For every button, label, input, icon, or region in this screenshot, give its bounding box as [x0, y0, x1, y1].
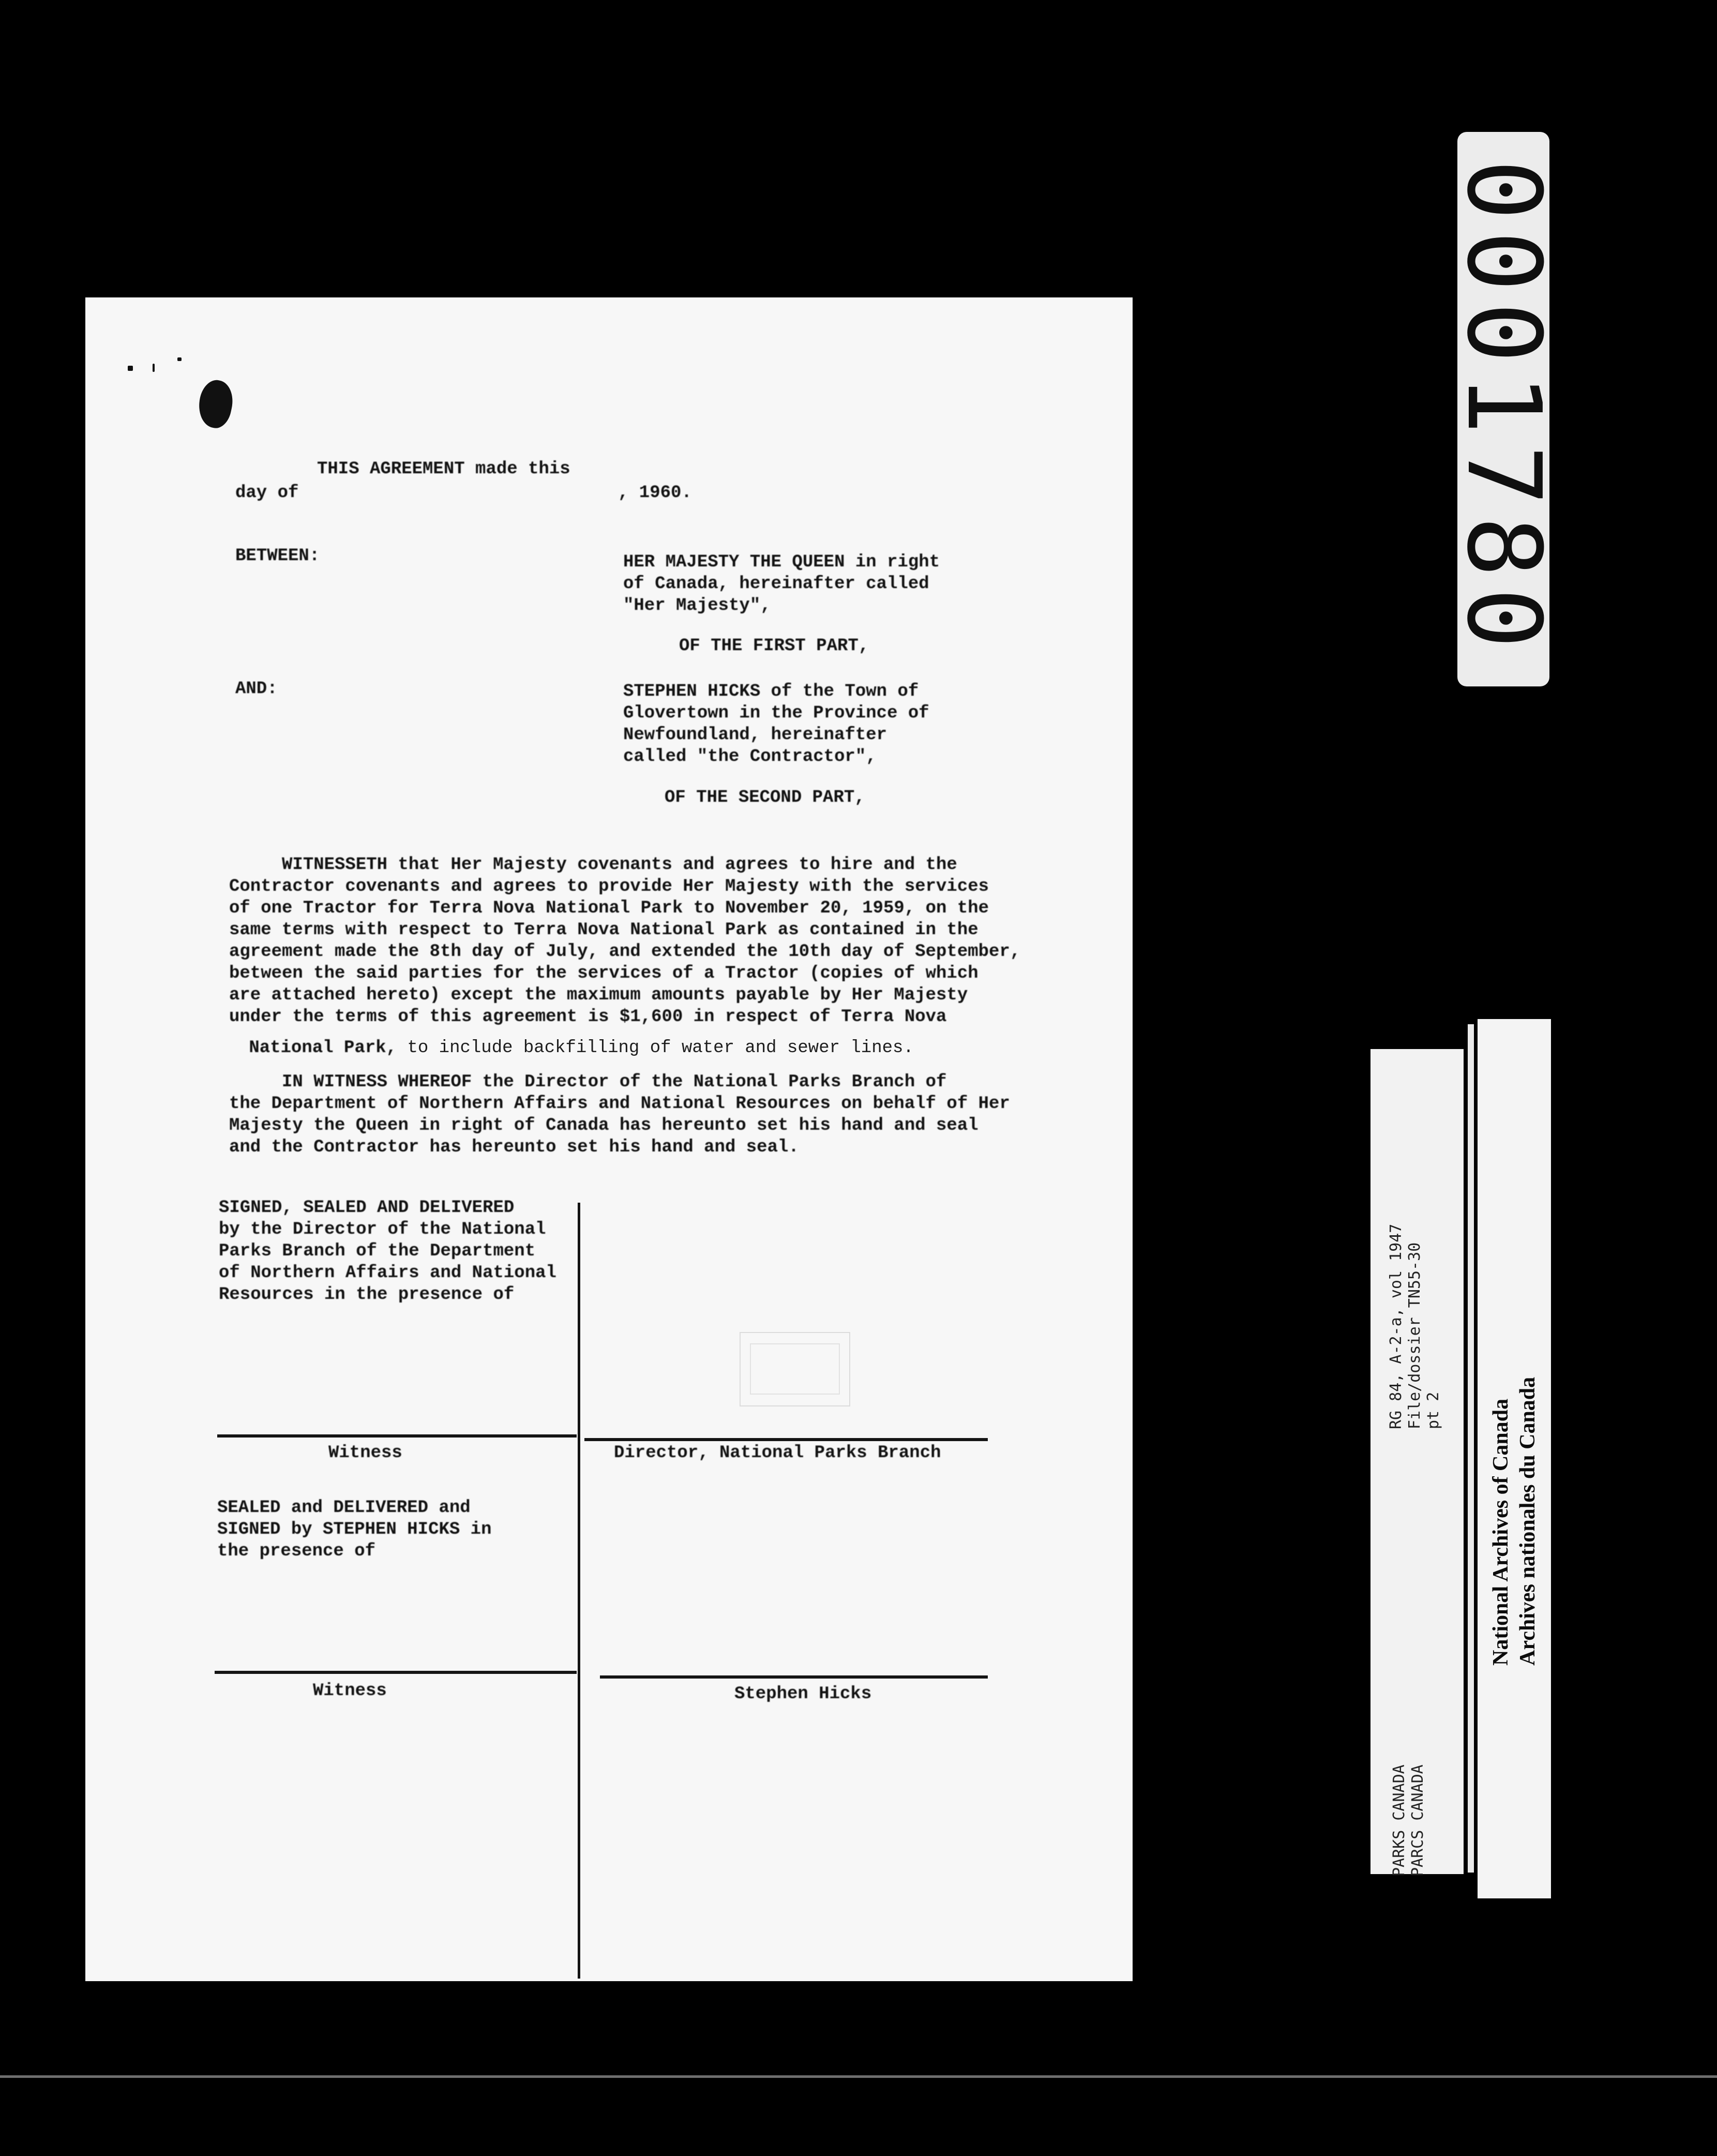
- archive-reference-line: pt 2: [1424, 1391, 1442, 1429]
- witnesseth-line: of one Tractor for Terra Nova National Park to November 20, 1959, on the: [229, 899, 989, 918]
- witnesseth-last-line: [229, 1027, 914, 1069]
- institution-name: National Archives of Canada: [1489, 1398, 1513, 1666]
- film-edge-line: [0, 2075, 1717, 2078]
- witness-label: Witness: [313, 1681, 387, 1701]
- witness-signature-line: [215, 1671, 577, 1674]
- witness-signature-line: [217, 1434, 577, 1438]
- ink-speck: [128, 366, 133, 371]
- second-party-line: called "the Contractor",: [623, 747, 877, 767]
- opening-year: , 1960.: [618, 483, 692, 503]
- witnesseth-last-text: National Park,: [249, 1038, 397, 1058]
- director-signature-line: [584, 1438, 988, 1441]
- agency-name: PARCS CANADA: [1409, 1764, 1427, 1877]
- archive-label-reference-panel: [1370, 1049, 1464, 1877]
- first-party-line: HER MAJESTY THE QUEEN in right: [623, 552, 940, 572]
- in-witness-line: Majesty the Queen in right of Canada has hereunto set his hand and seal: [229, 1116, 978, 1135]
- second-party-line: Glovertown in the Province of: [623, 703, 929, 723]
- sealed-block-line: SEALED and DELIVERED and: [217, 1498, 471, 1518]
- witnesseth-line: are attached hereto) except the maximum amounts payable by Her Majesty: [229, 985, 968, 1005]
- in-witness-line: IN WITNESS WHEREOF the Director of the National Parks Branch of: [229, 1072, 947, 1092]
- signed-block-line: Resources in the presence of: [219, 1285, 515, 1305]
- faint-stamp: [740, 1332, 850, 1406]
- in-witness-line: the Department of Northern Affairs and National Resources on behalf of Her: [229, 1094, 1010, 1114]
- signed-block-line: of Northern Affairs and National: [219, 1263, 556, 1283]
- second-party-line: STEPHEN HICKS of the Town of: [623, 682, 919, 701]
- witnesseth-line: agreement made the 8th day of July, and extended the 10th day of September,: [229, 942, 1021, 962]
- witness-label: Witness: [328, 1443, 402, 1463]
- in-witness-line: and the Contractor has hereunto set his hand and seal.: [229, 1137, 799, 1157]
- ink-blot: [194, 377, 237, 430]
- ink-speck: [177, 357, 182, 361]
- label-divider: [1468, 1024, 1474, 1873]
- and-label: AND:: [235, 679, 278, 699]
- archive-reference-line: File/dossier TN55-30: [1406, 1242, 1424, 1429]
- archive-reference-line: RG 84, A-2-a, vol 1947: [1387, 1223, 1405, 1429]
- opening-line: THIS AGREEMENT made this: [317, 459, 570, 479]
- second-party-line: Newfoundland, hereinafter: [623, 725, 887, 745]
- opening-day-of: day of: [235, 483, 299, 503]
- first-party-line: of Canada, hereinafter called: [623, 574, 929, 594]
- document-page: [85, 297, 1133, 1981]
- director-label: Director, National Parks Branch: [614, 1443, 941, 1463]
- contractor-signature-line: [600, 1675, 988, 1679]
- between-label: BETWEEN:: [235, 546, 320, 566]
- signed-block-line: by the Director of the National: [219, 1220, 546, 1239]
- witnesseth-line: same terms with respect to Terra Nova National Park as contained in the: [229, 920, 978, 940]
- first-part-label: OF THE FIRST PART,: [679, 636, 869, 656]
- agency-name: PARKS CANADA: [1390, 1764, 1408, 1877]
- witnesseth-line: Contractor covenants and agrees to provide Her Majesty with the services: [229, 877, 989, 896]
- sealed-block-line: the presence of: [217, 1541, 376, 1561]
- second-part-label: OF THE SECOND PART,: [665, 788, 865, 807]
- witnesseth-line: WITNESSETH that Her Majesty covenants and agrees to hire and the: [229, 855, 957, 875]
- witnesseth-line: between the said parties for the services of a Tractor (copies of which: [229, 964, 978, 983]
- signed-block-line: SIGNED, SEALED AND DELIVERED: [219, 1198, 515, 1218]
- column-divider: [578, 1203, 580, 1979]
- signed-block-line: Parks Branch of the Department: [219, 1241, 536, 1261]
- witnesseth-line: under the terms of this agreement is $1,600 in respect of Terra Nova: [229, 1007, 947, 1027]
- contractor-label: Stephen Hicks: [734, 1684, 872, 1704]
- institution-name: Archives nationales du Canada: [1516, 1376, 1540, 1666]
- sealed-block-line: SIGNED by STEPHEN HICKS in: [217, 1520, 492, 1539]
- frame-number-strip: [1444, 132, 1562, 686]
- archive-label-institution-panel: [1478, 1019, 1551, 1898]
- frame-number: 0001780: [1444, 159, 1562, 660]
- first-party-line: "Her Majesty",: [623, 596, 771, 616]
- ink-speck: [153, 364, 155, 372]
- typed-insert: to include backfilling of water and sewer lines.: [397, 1038, 914, 1058]
